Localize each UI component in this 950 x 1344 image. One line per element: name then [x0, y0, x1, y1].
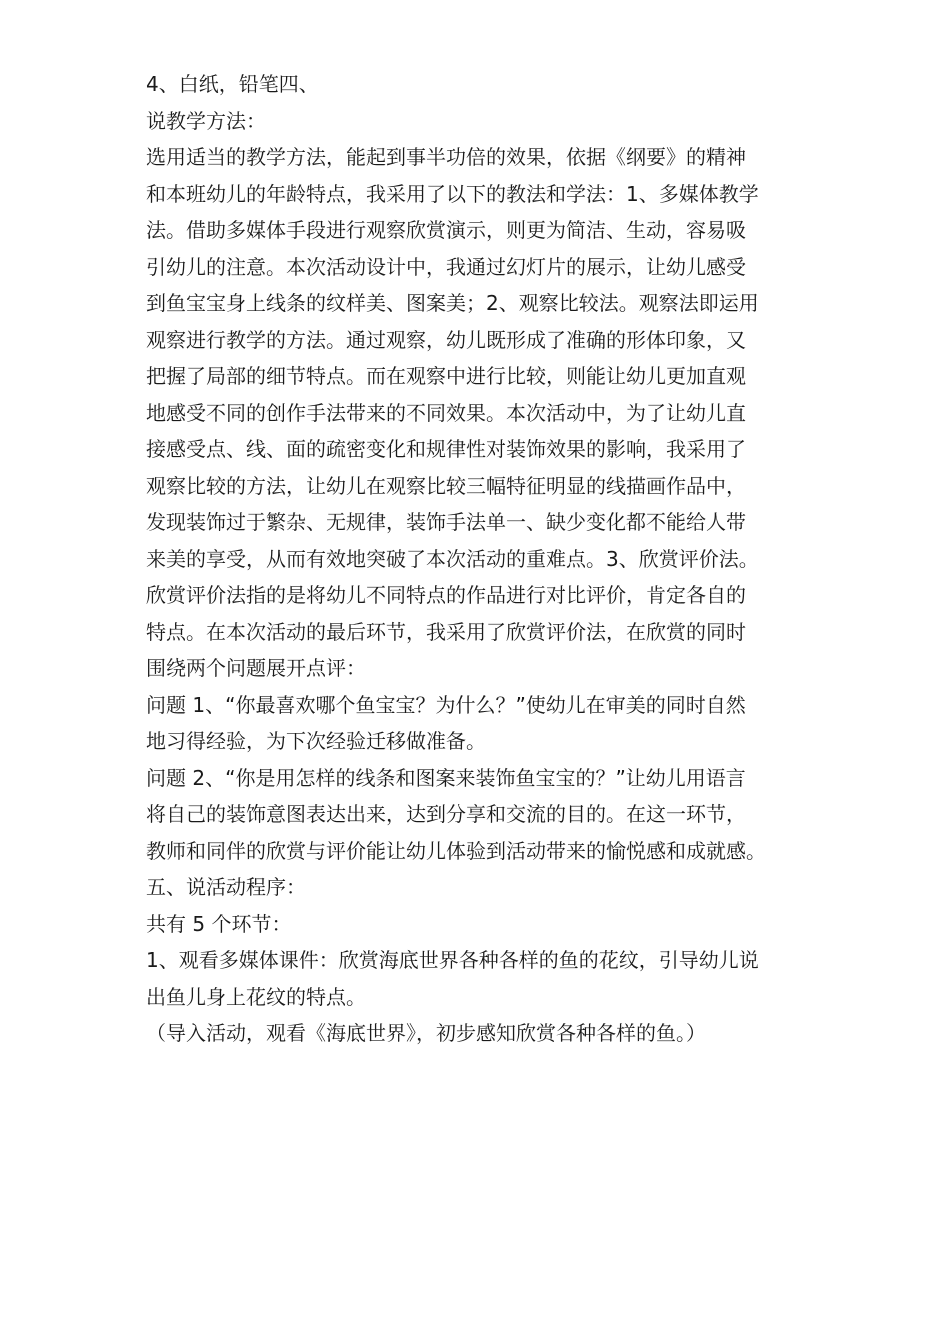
- text-line: 引幼儿的注意。本次活动设计中，我通过幻灯片的展示，让幼儿感受: [146, 254, 746, 279]
- text-line: 把握了局部的细节特点。而在观察中进行比较，则能让幼儿更加直观: [146, 364, 746, 388]
- text-line: 教师和同伴的欣赏与评价能让幼儿体验到活动带来的愉悦感和成就感。: [146, 838, 766, 863]
- text-line: 围绕两个问题展开点评：: [146, 656, 366, 680]
- text-line: 选用适当的教学方法，能起到事半功倍的效果，依据《纲要》的精神: [146, 145, 746, 169]
- text-line: 和本班幼儿的年龄特点，我采用了以下的教法和学法：1、多媒体教学: [146, 181, 759, 206]
- text-line: 地习得经验，为下次经验迁移做准备。: [146, 729, 486, 753]
- document-body: [146, 66, 812, 1052]
- section-heading: 五、说活动程序：: [146, 875, 306, 899]
- text-line: 问题 2、“你是用怎样的线条和图案来装饰鱼宝宝的？”让幼儿用语言: [146, 765, 746, 790]
- text-line: 说教学方法：: [146, 108, 266, 133]
- text-line: （导入活动，观看《海底世界》，初步感知欣赏各种各样的鱼。）: [146, 1021, 706, 1045]
- text-line: 发现装饰过于繁杂、无规律，装饰手法单一、缺少变化都不能给人带: [146, 510, 746, 534]
- text-line: 观察进行教学的方法。通过观察，幼儿既形成了准确的形体印象，又: [146, 327, 746, 352]
- text-line: 法。借助多媒体手段进行观察欣赏演示，则更为简洁、生动，容易吸: [146, 218, 746, 242]
- text-line: 4、白纸，铅笔四、: [146, 72, 319, 96]
- text-line: 欣赏评价法指的是将幼儿不同特点的作品进行对比评价，肯定各自的: [146, 583, 746, 607]
- text-line: 接感受点、线、面的疏密变化和规律性对装饰效果的影响，我采用了: [146, 437, 746, 461]
- text-line: 特点。在本次活动的最后环节，我采用了欣赏评价法，在欣赏的同时: [146, 619, 746, 644]
- text-line: 来美的享受，从而有效地突破了本次活动的重难点。3、欣赏评价法。: [146, 546, 759, 571]
- text-line: 1、观看多媒体课件：欣赏海底世界各种各样的鱼的花纹，引导幼儿说: [146, 948, 759, 972]
- text-line: 观察比较的方法，让幼儿在观察比较三幅特征明显的线描画作品中，: [146, 473, 746, 498]
- text-line: 出鱼儿身上花纹的特点。: [146, 984, 366, 1009]
- text-line: 将自己的装饰意图表达出来，达到分享和交流的目的。在这一环节，: [146, 802, 746, 826]
- text-line: 地感受不同的创作手法带来的不同效果。本次活动中，为了让幼儿直: [146, 400, 746, 425]
- text-line: 到鱼宝宝身上线条的纹样美、图案美；2、观察比较法。观察法即运用: [146, 291, 759, 315]
- text-line: 问题 1、“你最喜欢哪个鱼宝宝？为什么？”使幼儿在审美的同时自然: [146, 692, 746, 717]
- text-line: 共有 5 个环节：: [146, 911, 292, 936]
